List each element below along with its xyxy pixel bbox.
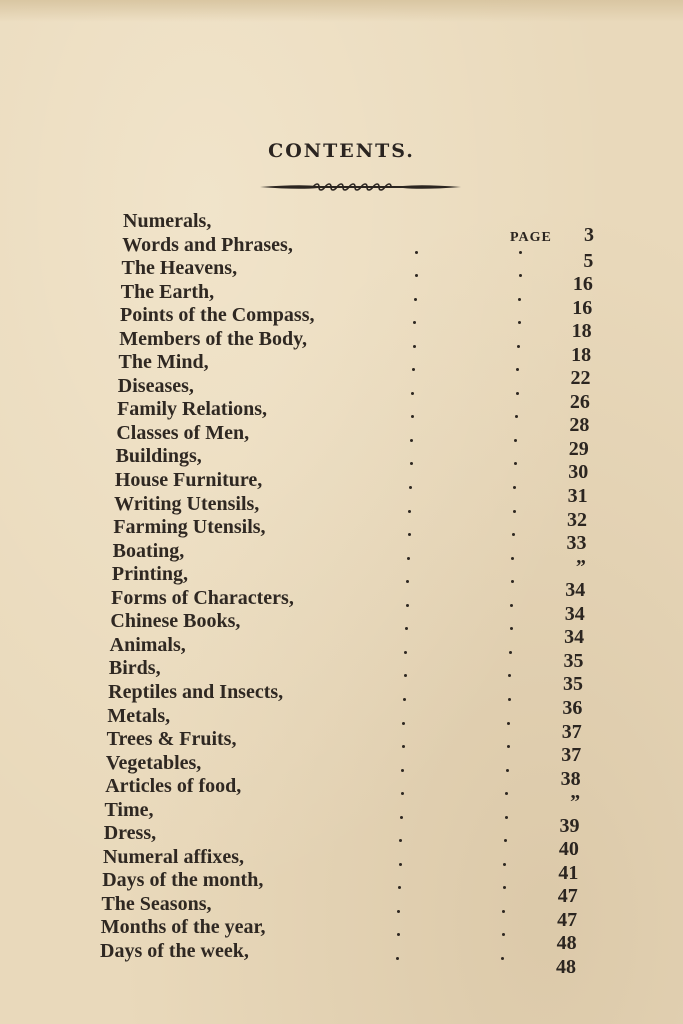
- leader-dot: [415, 274, 418, 277]
- leader-dot: [411, 415, 414, 418]
- toc-entry-title: Birds,: [108, 657, 161, 680]
- toc-entry-page: 38: [560, 767, 581, 790]
- toc-entry-page: 26: [569, 390, 590, 413]
- toc-entry-title: Days of the week,: [100, 940, 249, 962]
- leader-dot: [396, 957, 399, 960]
- toc-entry-title: The Heavens,: [121, 257, 238, 280]
- toc-entry-page: ”: [575, 555, 586, 578]
- leader-dot: [410, 462, 413, 465]
- leader-dot: [516, 368, 519, 371]
- toc-entry-page: 16: [572, 273, 593, 296]
- leader-dot: [407, 557, 410, 560]
- leader-dot: [513, 510, 516, 513]
- leader-dot: [516, 392, 519, 395]
- leader-dot: [518, 321, 521, 324]
- leader-dot: [501, 957, 504, 960]
- leader-dot: [519, 251, 522, 254]
- leader-dot: [398, 886, 401, 889]
- toc-entry-title: Classes of Men,: [116, 421, 250, 444]
- leader-dot: [400, 816, 403, 819]
- toc-entry-title: Boating,: [112, 539, 185, 562]
- toc-entry-page: 31: [567, 485, 588, 508]
- toc-entry-page: 48: [556, 956, 576, 978]
- toc-entry-page: 36: [562, 696, 583, 719]
- leader-dot: [507, 745, 510, 748]
- leader-dot: [517, 345, 520, 348]
- leader-dot: [505, 816, 508, 819]
- toc-entry-title: Members of the Body,: [119, 327, 308, 350]
- toc-entry-title: Farming Utensils,: [113, 516, 266, 539]
- leader-dot: [403, 698, 406, 701]
- leader-dot: [502, 910, 505, 913]
- leader-dot: [514, 462, 517, 465]
- leader-dot: [402, 745, 405, 748]
- leader-dot: [510, 627, 513, 630]
- leader-dot: [397, 910, 400, 913]
- leader-dot: [408, 510, 411, 513]
- toc-entry-page: 48: [556, 932, 577, 955]
- toc-entry-title: The Earth,: [120, 280, 215, 303]
- leader-dot: [508, 698, 511, 701]
- toc-entry-title: Metals,: [107, 704, 171, 727]
- toc-entry-title: Articles of food,: [105, 775, 242, 798]
- toc-entry-title: Trees & Fruits,: [106, 728, 237, 751]
- toc-entry-title: Points of the Compass,: [120, 304, 315, 327]
- leader-dot: [519, 274, 522, 277]
- toc-entry-title: Months of the year,: [100, 916, 266, 939]
- leader-dot: [518, 298, 521, 301]
- leader-dot: [510, 604, 513, 607]
- toc-entry-page: 47: [557, 908, 578, 931]
- leader-dot: [508, 674, 511, 677]
- toc-entry-page: 34: [564, 626, 585, 649]
- toc-entry-title: Printing,: [111, 563, 188, 586]
- leader-dot: [509, 651, 512, 654]
- toc-entry-page: 37: [561, 744, 582, 767]
- leader-dot: [414, 298, 417, 301]
- leader-dot: [506, 769, 509, 772]
- leader-dot: [503, 863, 506, 866]
- leader-dot: [504, 839, 507, 842]
- toc-entry-page: 37: [561, 720, 582, 743]
- leader-dot: [402, 722, 405, 725]
- toc-entry-page: 18: [571, 343, 592, 366]
- toc-entry-page: 33: [566, 532, 587, 555]
- toc-entry-title: Numerals,: [123, 210, 212, 232]
- leader-dot: [514, 439, 517, 442]
- toc-entry-title: Dress,: [103, 822, 157, 845]
- leader-dot: [513, 486, 516, 489]
- leader-dot: [406, 580, 409, 583]
- toc-entry-title: House Furniture,: [114, 469, 263, 492]
- toc-entry-title: Animals,: [109, 633, 186, 656]
- toc-entry-title: Writing Utensils,: [114, 492, 260, 515]
- toc-entry-page: 16: [572, 296, 593, 319]
- leader-dot: [413, 345, 416, 348]
- leader-dot: [505, 792, 508, 795]
- leader-dot: [406, 604, 409, 607]
- leader-dot: [515, 415, 518, 418]
- toc-entry-page: 30: [568, 461, 589, 484]
- toc-entry-page: 22: [570, 367, 591, 390]
- toc-entry-title: Diseases,: [117, 374, 194, 397]
- toc-entry-page: 28: [569, 414, 590, 437]
- toc-entry-title: Family Relations,: [117, 398, 268, 421]
- page-column-label: PAGE: [510, 230, 552, 245]
- contents-heading: CONTENTS.: [268, 140, 415, 162]
- leader-dot: [502, 933, 505, 936]
- toc-entry-page: 29: [568, 437, 589, 460]
- toc-entry-page: 47: [557, 885, 578, 908]
- leader-dot: [511, 557, 514, 560]
- leader-dot: [412, 368, 415, 371]
- toc-entry-title: Numeral affixes,: [102, 845, 245, 868]
- leader-dot: [399, 863, 402, 866]
- toc-entry-page: 32: [567, 508, 588, 531]
- toc-entry-title: Vegetables,: [105, 751, 202, 774]
- leader-dot: [401, 769, 404, 772]
- leader-dot: [399, 839, 402, 842]
- toc-entry-title: The Seasons,: [101, 892, 212, 915]
- toc-entry-page: 35: [562, 673, 583, 696]
- leader-dot: [409, 486, 412, 489]
- toc-entry-page: 5: [583, 249, 594, 272]
- leader-dot: [410, 439, 413, 442]
- leader-dot: [401, 792, 404, 795]
- leader-dot: [408, 533, 411, 536]
- leader-dot: [405, 627, 408, 630]
- leader-dot: [415, 251, 418, 254]
- toc-entry-page: 35: [563, 649, 584, 672]
- toc-entry-title: The Mind,: [118, 351, 209, 374]
- toc-entry-page: 40: [558, 838, 579, 861]
- leader-dot: [404, 651, 407, 654]
- leader-dot: [404, 674, 407, 677]
- leader-dot: [397, 933, 400, 936]
- toc-entry-page: 41: [558, 861, 579, 884]
- toc-entry-title: Buildings,: [115, 445, 202, 468]
- toc-entry-title: Time,: [104, 798, 154, 821]
- toc-entry-title: Forms of Characters,: [111, 586, 294, 609]
- leader-dot: [511, 580, 514, 583]
- leader-dot: [503, 886, 506, 889]
- toc-entry-title: Days of the month,: [102, 869, 264, 892]
- toc-entry-page: 34: [564, 602, 585, 625]
- leader-dot: [413, 321, 416, 324]
- toc-entry-page: 3: [584, 224, 594, 246]
- leader-dot: [512, 533, 515, 536]
- toc-entry-page: 18: [571, 320, 592, 343]
- toc-entry-page: 39: [559, 814, 580, 837]
- toc-entry-page: ”: [570, 791, 581, 814]
- leader-dot: [507, 722, 510, 725]
- toc-entry-title: Words and Phrases,: [122, 233, 293, 256]
- toc-entry-page: 34: [565, 579, 586, 602]
- leader-dot: [411, 392, 414, 395]
- toc-entry-title: Chinese Books,: [110, 610, 241, 633]
- toc-entry-title: Reptiles and Insects,: [108, 680, 284, 703]
